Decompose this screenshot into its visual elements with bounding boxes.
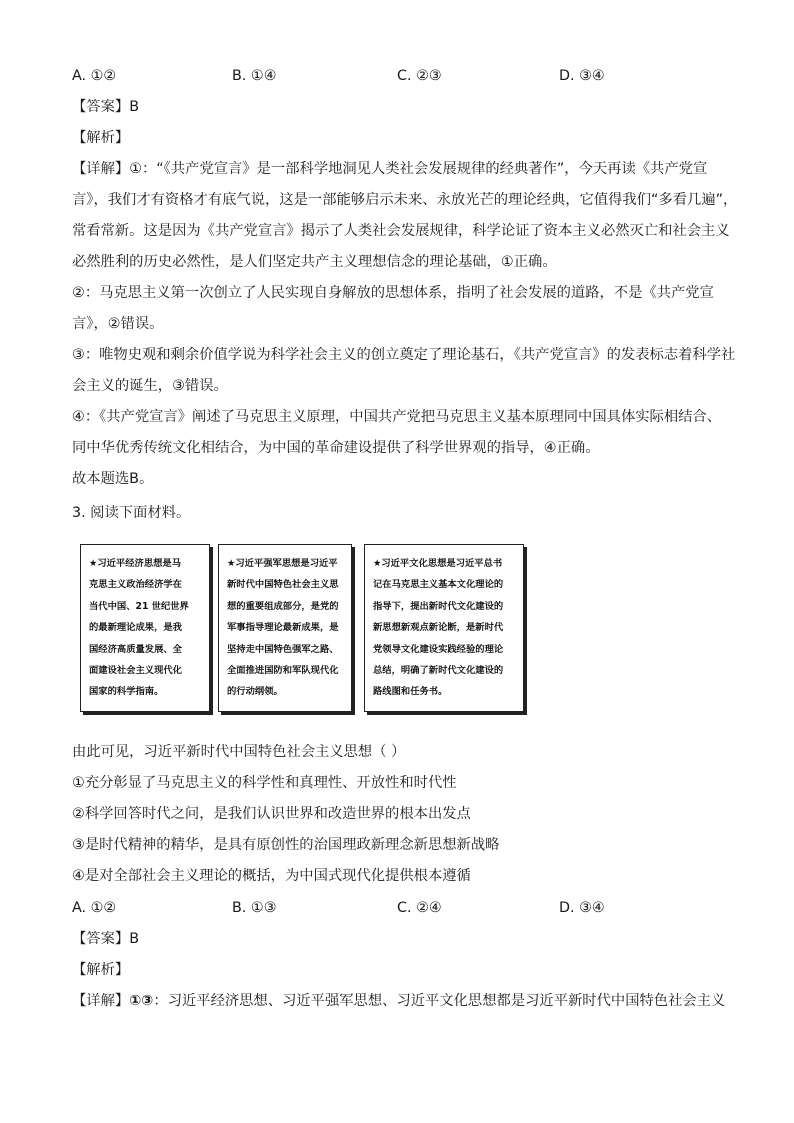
card-line: 国经济高质量发展、全 bbox=[89, 643, 182, 655]
card-line: 路线图和任务书。 bbox=[373, 686, 448, 698]
q2-detail-line: 会主义的诞生，③错误。 bbox=[72, 378, 228, 394]
q3-statement-3: ③是时代精神的精华，是具有原创性的治国理政新理念新思想新战略 bbox=[72, 837, 500, 853]
q3-stem: 3. 阅读下面材料。 bbox=[72, 505, 191, 521]
card-line: 全面推进国防和军队现代化 bbox=[227, 665, 339, 677]
card-line: 面建设社会主义现代化 bbox=[89, 665, 182, 677]
q3-options bbox=[72, 898, 732, 918]
q2-detail-line: 言》，②错误。 bbox=[72, 316, 164, 332]
q2-option-a: A. ①② bbox=[72, 68, 117, 84]
q2-option-c: C. ②③ bbox=[397, 68, 442, 84]
card-line: 新思想新观点新论断，是新时代 bbox=[373, 622, 504, 634]
card-line: 党领导文化建设实践经验的理论 bbox=[373, 643, 504, 655]
detail-tag: 【详解】 bbox=[72, 161, 130, 177]
card-line: 想的重要组成部分，是党的 bbox=[227, 600, 339, 612]
q2-conclusion: 故本题选B。 bbox=[72, 471, 154, 487]
card-line: ★习近平强军思想是习近平 bbox=[227, 558, 338, 569]
q3-statement-4: ④是对全部社会主义理论的概括，为中国式现代化提供根本遵循 bbox=[72, 868, 471, 884]
detail-text: ：习近平经济思想、习近平强军思想、习近平文化思想都是习近平新时代中国特色社会主义 bbox=[153, 993, 726, 1009]
q3-option-c: C. ②④ bbox=[397, 900, 442, 916]
material-card-military bbox=[218, 544, 352, 712]
q2-detail-line: 必然胜利的历史必然性，是人们坚定共产主义理想信念的理论基础，①正确。 bbox=[72, 254, 557, 270]
card-line: 国家的科学指南。 bbox=[89, 686, 164, 698]
answer-value: B bbox=[129, 99, 139, 115]
card-line: 记在马克思主义基本文化理论的 bbox=[373, 579, 504, 591]
detail-marker: ①③ bbox=[129, 993, 154, 1009]
q3-answer bbox=[72, 929, 139, 949]
q3-option-b: B. ①③ bbox=[232, 900, 277, 916]
card-line: 指导下，提出新时代文化建设的 bbox=[373, 600, 504, 612]
q2-detail-line: ④：《共产党宣言》阐述了马克思主义原理，中国共产党把马克思主义基本原理同中国具体实际相结合、 bbox=[72, 409, 722, 425]
material-cards bbox=[80, 544, 532, 720]
q3-option-d: D. ③④ bbox=[559, 900, 605, 916]
q2-detail-line: ③：唯物史观和剩余价值学说为科学社会主义的创立奠定了理论基石，《共产党宣言》的发表标志着科学社 bbox=[72, 347, 736, 363]
q3-question: 由此可见，习近平新时代中国特色社会主义思想（ ） bbox=[72, 744, 406, 760]
card-line: 总结，明确了新时代文化建设的 bbox=[373, 665, 504, 677]
q2-detail-line: 同中华优秀传统文化相结合，为中国的革命建设提供了科学世界观的指导，④正确。 bbox=[72, 440, 600, 456]
card-line: ★习近平文化思想是习近平总书 bbox=[373, 558, 503, 569]
q3-detail-line bbox=[72, 991, 725, 1011]
card-line: 新时代中国特色社会主义思 bbox=[227, 579, 339, 591]
card-line: 当代中国、21 世纪世界 bbox=[89, 600, 189, 612]
q2-analysis-tag: 【解析】 bbox=[72, 130, 130, 146]
card-line: 坚持走中国特色强军之路、 bbox=[227, 643, 339, 655]
q2-detail-line: 言》，我们才有资格才有底气说，这是一部能够启示未来、永放光芒的理论经典，它值得我们“多看几遍”， bbox=[72, 192, 738, 208]
q2-detail-line: 常看常新。这是因为《共产党宣言》揭示了人类社会发展规律，科学论证了资本主义必然灭亡和社会主义 bbox=[72, 223, 730, 239]
material-card-culture bbox=[364, 544, 524, 712]
card-line: ★习近平经济思想是马 bbox=[89, 558, 182, 569]
material-card-economy bbox=[80, 544, 210, 712]
q2-option-b: B. ①④ bbox=[232, 68, 277, 84]
q3-analysis-tag: 【解析】 bbox=[72, 962, 130, 978]
detail-tag: 【详解】 bbox=[72, 993, 130, 1009]
q2-answer bbox=[72, 97, 139, 117]
q3-statement-1: ①充分彰显了马克思主义的科学性和真理性、开放性和时代性 bbox=[72, 775, 457, 791]
card-line: 克思主义政治经济学在 bbox=[89, 579, 182, 591]
answer-value: B bbox=[129, 931, 139, 947]
q3-statement-2: ②科学回答时代之问，是我们认识世界和改造世界的根本出发点 bbox=[72, 806, 471, 822]
card-line: 军事指导理论最新成果，是 bbox=[227, 622, 339, 634]
answer-tag: 【答案】 bbox=[72, 931, 130, 947]
card-line: 的最新理论成果，是我 bbox=[89, 622, 182, 634]
answer-tag: 【答案】 bbox=[72, 99, 130, 115]
card-line: 的行动纲领。 bbox=[227, 686, 283, 698]
q2-detail-line bbox=[72, 159, 707, 179]
q3-option-a: A. ①② bbox=[72, 900, 117, 916]
q2-options bbox=[72, 66, 732, 86]
q2-option-d: D. ③④ bbox=[559, 68, 605, 84]
detail-text: ①：“《共产党宣言》是一部科学地洞见人类社会发展规律的经典著作”，今天再读《共产党宣 bbox=[129, 161, 708, 177]
q2-detail-line: ②：马克思主义第一次创立了人民实现自身解放的思想体系，指明了社会发展的道路，不是《共产党宣 bbox=[72, 285, 714, 301]
